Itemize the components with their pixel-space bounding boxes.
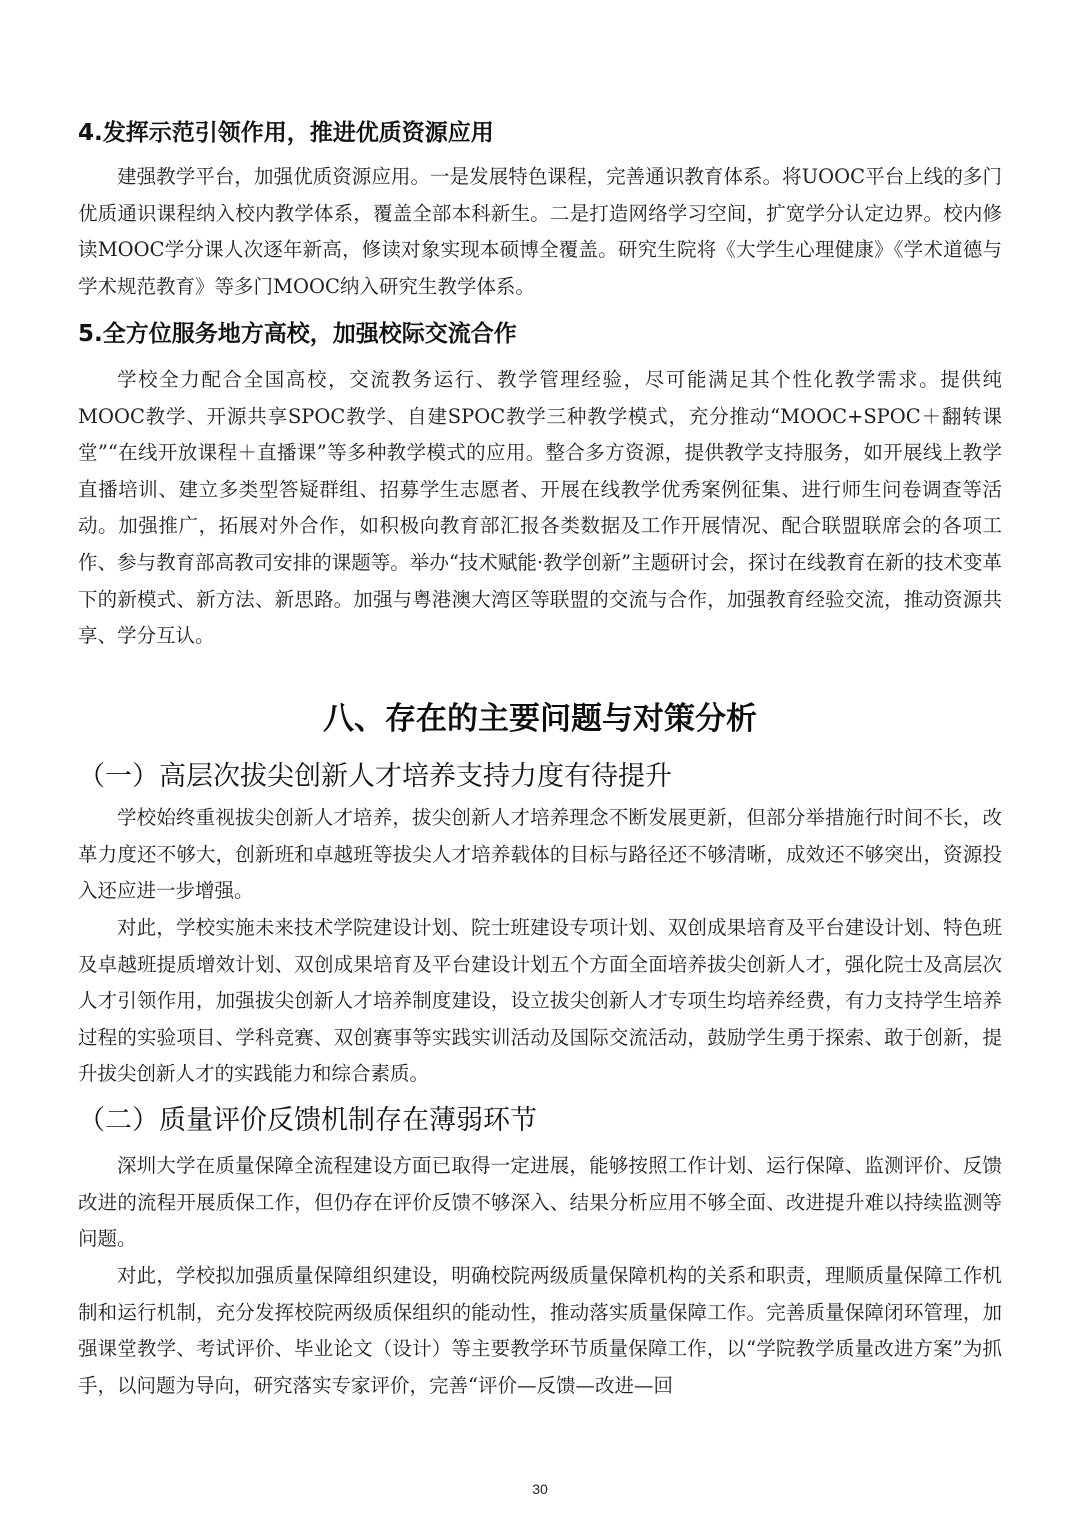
subsection-1-heading: （一）高层次拔尖创新人才培养支持力度有待提升 <box>78 761 672 792</box>
section-5-heading: 5.全方位服务地方高校，加强校际交流合作 <box>78 321 517 347</box>
subsection-1-paragraph-2: 对此，学校实施未来技术学院建设计划、院士班建设专项计划、双创成果培育及平台建设计划、特色班及卓越班提质增效计划、双创成果培育及平台建设计划五个方面全面培养拔尖创新人才，强化院士及高层次人才引领作用，加强拔尖创新人才培养制度建设，设立拔尖创新人才专项生均培养经费，有力支持学生培养过程的实验项目、学科竞赛、双创赛事等实践实训活动及国际交流活动，鼓励学生勇于探索、敢于创新，提升拔尖创新人才的实践能力和综合素质。 <box>78 916 1002 1086</box>
section-5-paragraph: 学校全力配合全国高校，交流教务运行、教学管理经验，尽可能满足其个性化教学需求。提供纯MOOC教学、开源共享SPOC教学、自建SPOC教学三种教学模式，充分推动“MOOC+SPOC＋翻转课堂”“在线开放课程＋直播课”等多种教学模式的应用。整合多方资源，提供教学支持服务，如开展线上教学直播培训、建立多类型答疑群组、招募学生志愿者、开展在线教学优秀案例征集、进行师生问卷调查等活动。加强推广，拓展对外合作，如积极向教育部汇报各类数据及工作开展情况、配合联盟联席会的各项工作、参与教育部高教司安排的课题等。举办“技术赋能·教学创新”主题研讨会，探讨在线教育在新的技术变革下的新模式、新方法、新思路。加强与粤港澳大湾区等联盟的交流与合作，加强教育经验交流，推动资源共享、学分互认。 <box>78 368 1002 648</box>
section-4-paragraph: 建强教学平台，加强优质资源应用。一是发展特色课程，完善通识教育体系。将UOOC平台上线的多门优质通识课程纳入校内教学体系，覆盖全部本科新生。二是打造网络学习空间，扩宽学分认定边界。校内修读MOOC学分课人次逐年新高，修读对象实现本硕博全覆盖。研究生院将《大学生心理健康》《学术道德与学术规范教育》等多门MOOC纳入研究生教学体系。 <box>78 165 1002 298</box>
page-number: 30 <box>532 1481 548 1497</box>
subsection-2-paragraph-2: 对此，学校拟加强质量保障组织建设，明确校院两级质量保障机构的关系和职责，理顺质量保障工作机制和运行机制，充分发挥校院两级质保组织的能动性，推动落实质量保障工作。完善质量保障闭环管理，加强课堂教学、考试评价、毕业论文（设计）等主要教学环节质量保障工作，以“学院教学质量改进方案”为抓手，以问题为导向，研究落实专家评价，完善“评价—反馈—改进—回 <box>78 1264 1002 1397</box>
chapter-title: 八、存在的主要问题与对策分析 <box>323 701 757 737</box>
subsection-2-paragraph-1: 深圳大学在质量保障全流程建设方面已取得一定进展，能够按照工作计划、运行保障、监测评价、反馈改进的流程开展质保工作，但仍存在评价反馈不够深入、结果分析应用不够全面、改进提升难以持续监测等问题。 <box>78 1154 1002 1251</box>
subsection-1-paragraph-1: 学校始终重视拔尖创新人才培养，拔尖创新人才培养理念不断发展更新，但部分举措施行时间不长，改革力度还不够大，创新班和卓越班等拔尖人才培养载体的目标与路径还不够清晰，成效还不够突出，资源投入还应进一步增强。 <box>78 806 1002 903</box>
section-4-heading: 4.发挥示范引领作用，推进优质资源应用 <box>78 120 494 146</box>
subsection-2-heading: （二）质量评价反馈机制存在薄弱环节 <box>78 1105 537 1136</box>
